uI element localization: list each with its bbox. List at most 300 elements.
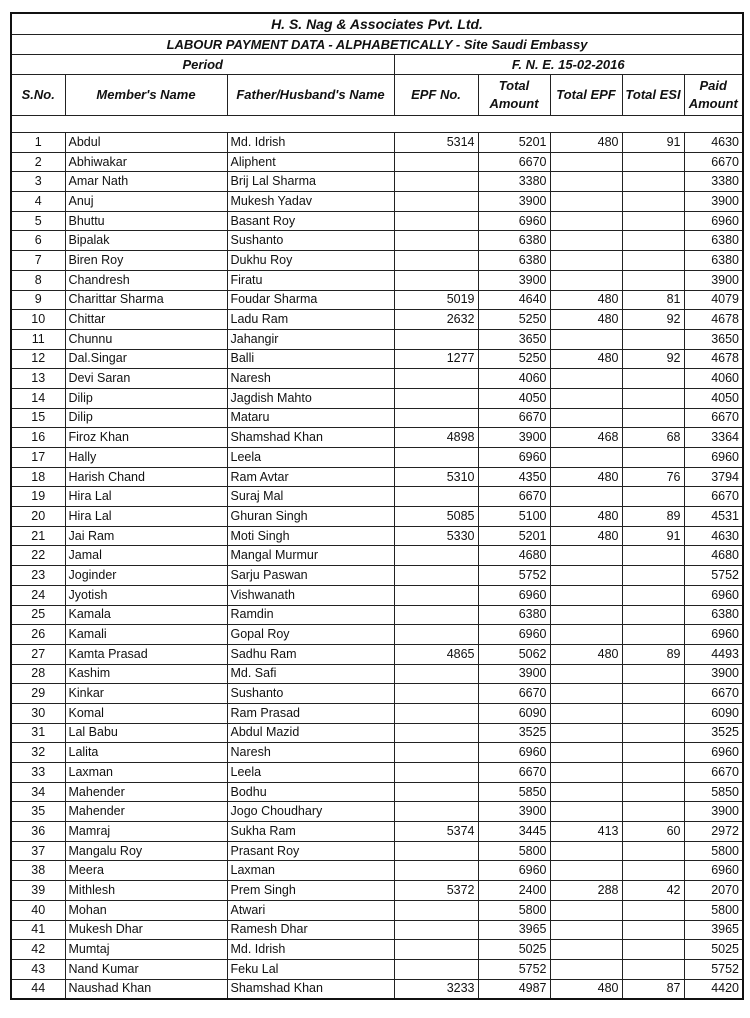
- cell-sno: 31: [11, 723, 65, 743]
- cell-total-amount: 3900: [478, 802, 550, 822]
- table-row: [11, 152, 743, 172]
- cell-total-esi: [622, 448, 684, 468]
- cell-epf-no: [394, 782, 478, 802]
- header-total-epf: Total EPF: [550, 75, 622, 116]
- header-paid-amount: Paid Amount: [684, 75, 743, 116]
- company-name: H. S. Nag & Associates Pvt. Ltd.: [11, 13, 743, 35]
- cell-total-esi: [622, 900, 684, 920]
- table-row: [11, 133, 743, 153]
- cell-father-name: Sushanto: [227, 684, 394, 704]
- cell-member-name: Kamala: [65, 605, 227, 625]
- cell-paid-amount: 6960: [684, 861, 743, 881]
- cell-sno: 5: [11, 211, 65, 231]
- cell-member-name: Chunnu: [65, 329, 227, 349]
- cell-total-epf: 480: [550, 467, 622, 487]
- cell-father-name: Feku Lal: [227, 959, 394, 979]
- cell-sno: 25: [11, 605, 65, 625]
- cell-total-esi: 76: [622, 467, 684, 487]
- cell-member-name: Anuj: [65, 192, 227, 212]
- cell-father-name: Leela: [227, 448, 394, 468]
- cell-sno: 7: [11, 251, 65, 271]
- cell-sno: 6: [11, 231, 65, 251]
- cell-member-name: Komal: [65, 703, 227, 723]
- cell-member-name: Mamraj: [65, 822, 227, 842]
- cell-paid-amount: 3525: [684, 723, 743, 743]
- cell-member-name: Lal Babu: [65, 723, 227, 743]
- cell-total-epf: [550, 900, 622, 920]
- cell-sno: 32: [11, 743, 65, 763]
- spacer-cell: [11, 116, 743, 133]
- table-row: [11, 644, 743, 664]
- cell-father-name: Ram Prasad: [227, 703, 394, 723]
- cell-total-esi: [622, 231, 684, 251]
- cell-member-name: Mangalu Roy: [65, 841, 227, 861]
- cell-total-esi: [622, 861, 684, 881]
- table-row: [11, 428, 743, 448]
- cell-member-name: Mithlesh: [65, 881, 227, 901]
- cell-member-name: Chittar: [65, 310, 227, 330]
- cell-total-esi: 89: [622, 644, 684, 664]
- cell-total-esi: [622, 723, 684, 743]
- cell-sno: 8: [11, 270, 65, 290]
- header-sno: S.No.: [11, 75, 65, 116]
- cell-paid-amount: 6670: [684, 763, 743, 783]
- cell-epf-no: [394, 192, 478, 212]
- cell-total-epf: [550, 763, 622, 783]
- cell-total-esi: [622, 211, 684, 231]
- cell-father-name: Shamshad Khan: [227, 979, 394, 999]
- cell-total-esi: 87: [622, 979, 684, 999]
- cell-member-name: Charittar Sharma: [65, 290, 227, 310]
- cell-total-esi: [622, 920, 684, 940]
- cell-total-epf: [550, 270, 622, 290]
- cell-epf-no: [394, 959, 478, 979]
- cell-total-amount: 6380: [478, 231, 550, 251]
- cell-paid-amount: 3900: [684, 270, 743, 290]
- cell-epf-no: [394, 172, 478, 192]
- cell-father-name: Md. Safi: [227, 664, 394, 684]
- cell-total-epf: 288: [550, 881, 622, 901]
- cell-total-esi: [622, 959, 684, 979]
- cell-total-amount: 3900: [478, 428, 550, 448]
- cell-epf-no: [394, 251, 478, 271]
- cell-member-name: Hira Lal: [65, 507, 227, 527]
- cell-total-amount: 4050: [478, 388, 550, 408]
- cell-total-amount: 3380: [478, 172, 550, 192]
- cell-paid-amount: 3794: [684, 467, 743, 487]
- cell-member-name: Chandresh: [65, 270, 227, 290]
- cell-epf-no: [394, 723, 478, 743]
- table-row: [11, 822, 743, 842]
- cell-sno: 33: [11, 763, 65, 783]
- table-row: [11, 192, 743, 212]
- cell-total-epf: [550, 329, 622, 349]
- cell-sno: 10: [11, 310, 65, 330]
- cell-paid-amount: 4630: [684, 133, 743, 153]
- payment-sheet: [10, 12, 742, 1000]
- cell-father-name: Suraj Mal: [227, 487, 394, 507]
- cell-total-esi: [622, 585, 684, 605]
- cell-father-name: Mukesh Yadav: [227, 192, 394, 212]
- cell-total-amount: 5201: [478, 133, 550, 153]
- cell-epf-no: [394, 211, 478, 231]
- cell-paid-amount: 4079: [684, 290, 743, 310]
- cell-total-esi: [622, 270, 684, 290]
- cell-member-name: Biren Roy: [65, 251, 227, 271]
- cell-paid-amount: 5800: [684, 900, 743, 920]
- cell-total-esi: [622, 841, 684, 861]
- table-row: [11, 546, 743, 566]
- cell-total-epf: [550, 940, 622, 960]
- cell-paid-amount: 3650: [684, 329, 743, 349]
- cell-total-amount: 6380: [478, 251, 550, 271]
- cell-paid-amount: 4680: [684, 546, 743, 566]
- cell-sno: 43: [11, 959, 65, 979]
- cell-paid-amount: 4678: [684, 310, 743, 330]
- cell-epf-no: [394, 763, 478, 783]
- cell-epf-no: [394, 231, 478, 251]
- table-row: [11, 664, 743, 684]
- cell-total-epf: 480: [550, 290, 622, 310]
- cell-epf-no: [394, 841, 478, 861]
- cell-total-esi: [622, 369, 684, 389]
- cell-member-name: Dilip: [65, 408, 227, 428]
- cell-sno: 24: [11, 585, 65, 605]
- cell-father-name: Foudar Sharma: [227, 290, 394, 310]
- cell-total-amount: 5800: [478, 900, 550, 920]
- cell-total-epf: 480: [550, 133, 622, 153]
- table-row: [11, 566, 743, 586]
- cell-paid-amount: 4678: [684, 349, 743, 369]
- cell-epf-no: 2632: [394, 310, 478, 330]
- cell-father-name: Ramdin: [227, 605, 394, 625]
- cell-sno: 20: [11, 507, 65, 527]
- cell-total-amount: 5752: [478, 566, 550, 586]
- cell-sno: 26: [11, 625, 65, 645]
- cell-total-amount: 5250: [478, 349, 550, 369]
- cell-epf-no: 5085: [394, 507, 478, 527]
- cell-total-amount: 6960: [478, 585, 550, 605]
- cell-total-amount: 5062: [478, 644, 550, 664]
- cell-total-epf: 480: [550, 644, 622, 664]
- cell-paid-amount: 6380: [684, 231, 743, 251]
- cell-member-name: Dilip: [65, 388, 227, 408]
- header-member-name: Member's Name: [65, 75, 227, 116]
- header-total-amount: Total Amount: [478, 75, 550, 116]
- cell-total-esi: 42: [622, 881, 684, 901]
- cell-total-amount: 5100: [478, 507, 550, 527]
- cell-epf-no: [394, 703, 478, 723]
- cell-total-amount: 4680: [478, 546, 550, 566]
- cell-epf-no: [394, 861, 478, 881]
- cell-member-name: Harish Chand: [65, 467, 227, 487]
- cell-epf-no: [394, 369, 478, 389]
- table-row: [11, 507, 743, 527]
- cell-paid-amount: 4060: [684, 369, 743, 389]
- cell-sno: 11: [11, 329, 65, 349]
- table-row: [11, 172, 743, 192]
- cell-sno: 18: [11, 467, 65, 487]
- cell-total-amount: 6670: [478, 408, 550, 428]
- cell-member-name: Abdul: [65, 133, 227, 153]
- cell-father-name: Jogo Choudhary: [227, 802, 394, 822]
- cell-paid-amount: 5752: [684, 566, 743, 586]
- cell-paid-amount: 2070: [684, 881, 743, 901]
- cell-total-amount: 6960: [478, 448, 550, 468]
- table-row: [11, 388, 743, 408]
- cell-sno: 28: [11, 664, 65, 684]
- cell-total-amount: 6380: [478, 605, 550, 625]
- cell-total-esi: 92: [622, 310, 684, 330]
- cell-total-epf: [550, 723, 622, 743]
- cell-father-name: Shamshad Khan: [227, 428, 394, 448]
- cell-paid-amount: 3380: [684, 172, 743, 192]
- header-total-esi: Total ESI: [622, 75, 684, 116]
- cell-total-epf: [550, 231, 622, 251]
- cell-total-epf: [550, 152, 622, 172]
- cell-member-name: Jyotish: [65, 585, 227, 605]
- cell-total-esi: [622, 192, 684, 212]
- cell-member-name: Mohan: [65, 900, 227, 920]
- header-father-name: Father/Husband's Name: [227, 75, 394, 116]
- cell-total-esi: [622, 625, 684, 645]
- cell-sno: 40: [11, 900, 65, 920]
- cell-father-name: Jagdish Mahto: [227, 388, 394, 408]
- cell-paid-amount: 6960: [684, 743, 743, 763]
- cell-paid-amount: 4050: [684, 388, 743, 408]
- cell-paid-amount: 4531: [684, 507, 743, 527]
- cell-father-name: Jahangir: [227, 329, 394, 349]
- cell-father-name: Sushanto: [227, 231, 394, 251]
- cell-epf-no: 5372: [394, 881, 478, 901]
- cell-paid-amount: 6960: [684, 585, 743, 605]
- cell-total-esi: [622, 329, 684, 349]
- payment-table: [10, 12, 744, 1000]
- cell-paid-amount: 6090: [684, 703, 743, 723]
- cell-father-name: Ramesh Dhar: [227, 920, 394, 940]
- cell-epf-no: [394, 329, 478, 349]
- cell-epf-no: [394, 408, 478, 428]
- cell-total-epf: [550, 841, 622, 861]
- cell-total-esi: [622, 487, 684, 507]
- cell-member-name: Abhiwakar: [65, 152, 227, 172]
- table-row: [11, 841, 743, 861]
- cell-total-epf: [550, 566, 622, 586]
- cell-total-epf: [550, 743, 622, 763]
- table-row: [11, 329, 743, 349]
- table-row: [11, 467, 743, 487]
- cell-total-epf: [550, 605, 622, 625]
- cell-total-amount: 6670: [478, 152, 550, 172]
- cell-epf-no: [394, 900, 478, 920]
- table-row: [11, 684, 743, 704]
- cell-total-epf: [550, 487, 622, 507]
- cell-member-name: Dal.Singar: [65, 349, 227, 369]
- cell-member-name: Kinkar: [65, 684, 227, 704]
- cell-total-esi: [622, 251, 684, 271]
- table-row: [11, 231, 743, 251]
- cell-father-name: Md. Idrish: [227, 133, 394, 153]
- cell-epf-no: [394, 802, 478, 822]
- cell-father-name: Dukhu Roy: [227, 251, 394, 271]
- cell-total-epf: 480: [550, 526, 622, 546]
- table-row: [11, 920, 743, 940]
- cell-paid-amount: 5025: [684, 940, 743, 960]
- cell-sno: 16: [11, 428, 65, 448]
- cell-paid-amount: 5850: [684, 782, 743, 802]
- cell-total-epf: [550, 448, 622, 468]
- cell-total-epf: [550, 664, 622, 684]
- table-row: [11, 605, 743, 625]
- cell-father-name: Balli: [227, 349, 394, 369]
- cell-total-amount: 3900: [478, 664, 550, 684]
- cell-total-amount: 5800: [478, 841, 550, 861]
- cell-sno: 21: [11, 526, 65, 546]
- cell-sno: 23: [11, 566, 65, 586]
- table-row: [11, 349, 743, 369]
- cell-total-esi: [622, 605, 684, 625]
- cell-paid-amount: 4493: [684, 644, 743, 664]
- cell-total-epf: [550, 861, 622, 881]
- cell-sno: 30: [11, 703, 65, 723]
- cell-total-amount: 4640: [478, 290, 550, 310]
- cell-total-epf: 413: [550, 822, 622, 842]
- cell-total-esi: [622, 388, 684, 408]
- cell-sno: 34: [11, 782, 65, 802]
- cell-total-amount: 5201: [478, 526, 550, 546]
- cell-paid-amount: 5800: [684, 841, 743, 861]
- cell-epf-no: 5374: [394, 822, 478, 842]
- cell-member-name: Joginder: [65, 566, 227, 586]
- cell-paid-amount: 6960: [684, 448, 743, 468]
- cell-member-name: Mumtaj: [65, 940, 227, 960]
- cell-member-name: Devi Saran: [65, 369, 227, 389]
- cell-sno: 1: [11, 133, 65, 153]
- cell-paid-amount: 6960: [684, 211, 743, 231]
- cell-paid-amount: 4630: [684, 526, 743, 546]
- cell-sno: 36: [11, 822, 65, 842]
- cell-father-name: Moti Singh: [227, 526, 394, 546]
- cell-epf-no: [394, 388, 478, 408]
- cell-total-amount: 3900: [478, 270, 550, 290]
- cell-total-esi: [622, 684, 684, 704]
- cell-member-name: Meera: [65, 861, 227, 881]
- cell-total-esi: [622, 152, 684, 172]
- cell-father-name: Naresh: [227, 369, 394, 389]
- cell-total-esi: 91: [622, 133, 684, 153]
- cell-member-name: Bipalak: [65, 231, 227, 251]
- table-row: [11, 290, 743, 310]
- cell-total-amount: 4060: [478, 369, 550, 389]
- cell-epf-no: [394, 920, 478, 940]
- period-label: Period: [11, 55, 394, 75]
- table-row: [11, 723, 743, 743]
- cell-father-name: Aliphent: [227, 152, 394, 172]
- cell-paid-amount: 6960: [684, 625, 743, 645]
- cell-member-name: Kamali: [65, 625, 227, 645]
- cell-sno: 41: [11, 920, 65, 940]
- cell-father-name: Firatu: [227, 270, 394, 290]
- cell-sno: 3: [11, 172, 65, 192]
- cell-member-name: Nand Kumar: [65, 959, 227, 979]
- cell-member-name: Kashim: [65, 664, 227, 684]
- cell-total-amount: 6670: [478, 487, 550, 507]
- cell-total-amount: 6960: [478, 743, 550, 763]
- cell-total-epf: [550, 684, 622, 704]
- table-row: [11, 900, 743, 920]
- cell-total-amount: 3525: [478, 723, 550, 743]
- cell-epf-no: [394, 448, 478, 468]
- cell-total-esi: [622, 703, 684, 723]
- cell-total-esi: [622, 664, 684, 684]
- cell-epf-no: 3233: [394, 979, 478, 999]
- cell-epf-no: [394, 152, 478, 172]
- cell-epf-no: 4898: [394, 428, 478, 448]
- table-row: [11, 959, 743, 979]
- cell-total-esi: 91: [622, 526, 684, 546]
- cell-member-name: Hally: [65, 448, 227, 468]
- cell-paid-amount: 6380: [684, 605, 743, 625]
- cell-father-name: Laxman: [227, 861, 394, 881]
- cell-paid-amount: 5752: [684, 959, 743, 979]
- cell-total-amount: 3965: [478, 920, 550, 940]
- cell-total-epf: [550, 172, 622, 192]
- cell-paid-amount: 4420: [684, 979, 743, 999]
- cell-member-name: Naushad Khan: [65, 979, 227, 999]
- cell-total-amount: 6960: [478, 211, 550, 231]
- cell-sno: 35: [11, 802, 65, 822]
- cell-father-name: Sukha Ram: [227, 822, 394, 842]
- cell-total-amount: 6960: [478, 625, 550, 645]
- cell-epf-no: [394, 743, 478, 763]
- cell-total-epf: 480: [550, 507, 622, 527]
- cell-epf-no: 4865: [394, 644, 478, 664]
- cell-total-epf: [550, 625, 622, 645]
- cell-total-amount: 6670: [478, 763, 550, 783]
- table-row: [11, 940, 743, 960]
- cell-total-esi: [622, 802, 684, 822]
- cell-total-esi: 60: [622, 822, 684, 842]
- cell-father-name: Ladu Ram: [227, 310, 394, 330]
- cell-epf-no: [394, 625, 478, 645]
- cell-father-name: Mataru: [227, 408, 394, 428]
- cell-paid-amount: 6670: [684, 152, 743, 172]
- cell-total-epf: 468: [550, 428, 622, 448]
- cell-total-esi: [622, 566, 684, 586]
- cell-father-name: Vishwanath: [227, 585, 394, 605]
- cell-epf-no: [394, 605, 478, 625]
- cell-total-epf: [550, 388, 622, 408]
- cell-total-amount: 5250: [478, 310, 550, 330]
- cell-sno: 44: [11, 979, 65, 999]
- cell-total-epf: [550, 959, 622, 979]
- cell-epf-no: [394, 940, 478, 960]
- cell-total-esi: [622, 782, 684, 802]
- cell-member-name: Firoz Khan: [65, 428, 227, 448]
- cell-total-epf: [550, 585, 622, 605]
- cell-paid-amount: 3900: [684, 192, 743, 212]
- table-row: [11, 881, 743, 901]
- table-row: [11, 369, 743, 389]
- cell-epf-no: [394, 270, 478, 290]
- cell-total-epf: [550, 192, 622, 212]
- cell-paid-amount: 3900: [684, 802, 743, 822]
- cell-total-epf: [550, 251, 622, 271]
- cell-total-epf: [550, 802, 622, 822]
- table-row: [11, 526, 743, 546]
- cell-epf-no: 1277: [394, 349, 478, 369]
- cell-father-name: Basant Roy: [227, 211, 394, 231]
